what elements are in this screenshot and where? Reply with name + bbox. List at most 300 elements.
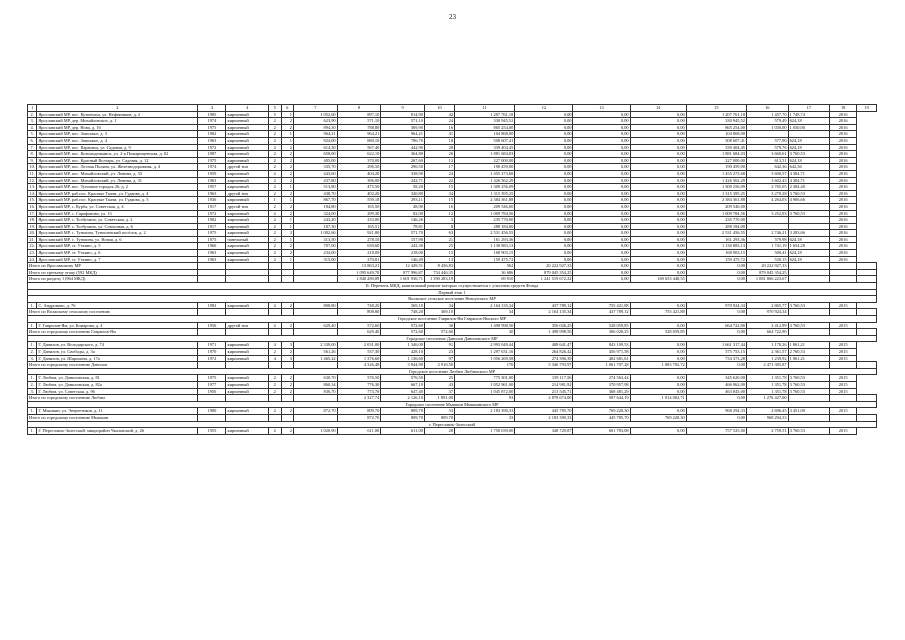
table-cell: 209 546,00 xyxy=(455,203,515,210)
table-cell xyxy=(281,362,293,369)
table-cell: 2015 xyxy=(830,348,857,355)
table-cell: 843 109,53 xyxy=(573,342,630,349)
table-cell: 865 254,00 xyxy=(455,124,515,131)
table-cell: 20. xyxy=(29,230,35,236)
table-cell: 1 030,00 xyxy=(747,124,789,131)
table-cell: 2 xyxy=(269,348,281,355)
table-cell: 707,00 xyxy=(293,243,337,250)
table-cell: 4 384,71 xyxy=(788,170,830,177)
table-cell: 242,71 xyxy=(381,177,425,184)
table-cell: 0,00 xyxy=(630,302,686,309)
table-cell: 1 465,22 xyxy=(293,355,337,362)
table-row xyxy=(28,388,877,395)
table-cell: 2 xyxy=(281,388,293,395)
table-cell: 0,00 xyxy=(630,217,686,224)
table-cell: 1 207 761,18 xyxy=(455,111,515,118)
table-cell xyxy=(788,223,830,230)
table-cell: 0,00 xyxy=(573,269,630,276)
table-cell: 1 376,60 xyxy=(337,355,381,362)
table-cell: 3 252,93 xyxy=(747,210,789,217)
address-cell: Ярославский МР, пос. Михайловский, ул. Ленина, д. 31 xyxy=(37,177,198,184)
table-cell: 1 009 784,56 xyxy=(686,210,746,217)
table-cell: 63 xyxy=(424,230,454,237)
table-cell xyxy=(788,217,830,224)
table-cell: 25 xyxy=(424,375,454,382)
table-cell: 428,10 xyxy=(381,348,425,355)
table-cell: 814,90 xyxy=(381,111,425,118)
table-cell: 537,30 xyxy=(337,348,381,355)
table-cell: 530,15 xyxy=(747,256,789,263)
table-cell: 1 351,78 xyxy=(747,388,789,395)
table-cell: 168 903,15 xyxy=(455,250,515,257)
table-cell: 1 309 256,09 xyxy=(455,184,515,191)
table-cell: 734 373,28 xyxy=(686,355,746,362)
table-cell: кирпичный xyxy=(226,250,269,257)
table-cell: 1 883 782,72 xyxy=(630,362,686,369)
table-cell: 278,10 xyxy=(337,236,381,243)
table-cell: 296,50 xyxy=(381,164,425,171)
table-cell xyxy=(226,362,269,369)
column-number: 4 xyxy=(226,105,269,112)
table-cell: 567,40 xyxy=(337,144,381,151)
table-cell: 0,00 xyxy=(573,223,630,230)
table-cell: 2 327,74 xyxy=(337,395,381,402)
table-cell xyxy=(857,329,877,336)
table-cell: 2 xyxy=(269,428,281,435)
table-cell: 1 861,21 xyxy=(788,355,830,362)
table-cell: 30 xyxy=(455,329,515,336)
table-cell: 624,18 xyxy=(788,157,830,164)
table-cell: 1963 xyxy=(198,256,226,263)
table-cell: 2015 xyxy=(830,408,857,415)
table-row xyxy=(28,157,877,164)
table-cell: 3 270,28 xyxy=(747,190,789,197)
table-cell: 161 293,36 xyxy=(686,236,746,243)
table-cell: 2015 xyxy=(830,322,857,329)
table-cell: 0,00 xyxy=(630,263,686,270)
table-cell: 1 346,00 xyxy=(381,342,425,349)
table-cell: 0,00 xyxy=(630,157,686,164)
table-cell: 8 436,83 xyxy=(424,263,454,270)
table-cell: 4 906,66 xyxy=(788,197,830,204)
table-cell: 306 026,25 xyxy=(573,329,630,336)
section-header-row xyxy=(28,368,877,375)
table-cell: 176 xyxy=(455,362,515,369)
table-cell: 443,60 xyxy=(293,170,337,177)
table-cell: 587 644,19 xyxy=(573,395,630,402)
table-cell: 42 xyxy=(424,111,454,118)
address-cell: Ярославский МР, пос. Карачиха, ул. Садовая, д. 9 xyxy=(37,144,198,151)
table-cell: 274 396,39 xyxy=(515,355,573,362)
table-cell: 48,90 xyxy=(381,203,425,210)
table-cell: 1 052,60 xyxy=(293,111,337,118)
table-cell: 528 059,85 xyxy=(630,329,686,336)
table-cell: 437,80 xyxy=(293,177,337,184)
table-cell: 2016 xyxy=(830,124,857,131)
table-cell: 1974 xyxy=(198,164,226,171)
table-cell: 1972 xyxy=(198,144,226,151)
table-cell: 3 760,53 xyxy=(788,322,830,329)
table-row xyxy=(28,230,877,237)
table-cell: 624,18 xyxy=(788,250,830,257)
table-cell: 0,00 xyxy=(515,151,573,158)
table-cell: 970 924,34 xyxy=(747,309,789,316)
table-row xyxy=(28,256,877,263)
subtotal-label: Итого по Волжскому сельскому поселению xyxy=(28,309,198,316)
table-cell: 1 315 395,25 xyxy=(686,190,746,197)
address-cell: Ярославский МР, пос. Заволжье, д. 3 xyxy=(37,131,198,138)
table-cell: 2 xyxy=(269,144,281,151)
table-cell: 2016 xyxy=(830,157,857,164)
subtotal-row xyxy=(28,414,877,421)
table-cell: 2016 xyxy=(830,118,857,125)
table-cell: 404,20 xyxy=(337,170,381,177)
table-cell: 227 000,00 xyxy=(686,157,746,164)
table-cell: 0,00 xyxy=(573,151,630,158)
table-row xyxy=(28,170,877,177)
table-cell: 0,00 xyxy=(630,184,686,191)
table-cell: 0,00 xyxy=(515,210,573,217)
table-cell xyxy=(293,329,337,336)
table-cell: 1 891,00 xyxy=(424,395,454,402)
table-cell: кирпичный xyxy=(226,118,269,125)
table-cell: 2 xyxy=(269,151,281,158)
table-cell: 1982 xyxy=(198,302,226,309)
table-cell: 488 641,47 xyxy=(515,342,573,349)
table-cell: 2 xyxy=(269,203,281,210)
table-cell: 1902 xyxy=(198,217,226,224)
column-number: 3 xyxy=(198,105,226,112)
table-cell: 3. xyxy=(28,118,37,125)
table-cell: 867,70 xyxy=(293,197,337,204)
table-cell: 642,36 xyxy=(788,164,830,171)
address-cell: Г. Гаврилов-Ям, ул. Комарова, д. 4 xyxy=(37,322,198,329)
table-cell: 2 164 135,34 xyxy=(515,309,573,316)
table-cell: 2 xyxy=(281,302,293,309)
table-row xyxy=(28,342,877,349)
table-cell: 2 412,99 xyxy=(747,322,789,329)
table-cell: кирпичный xyxy=(226,355,269,362)
table-cell: 1 861,21 xyxy=(788,342,830,349)
column-number: 5 xyxy=(269,105,281,112)
address-cell: Ярославский МР, пос. Туношна-городок 26, д. 2 xyxy=(37,184,198,191)
section-header-row xyxy=(28,283,877,290)
table-cell: 187,30 xyxy=(293,223,337,230)
table-cell: 1 297 631,16 xyxy=(455,348,515,355)
table-cell: 369,10 xyxy=(424,309,454,316)
table-cell: 0,00 xyxy=(686,269,746,276)
table-cell: 1917 xyxy=(198,203,226,210)
table-cell: 2. xyxy=(28,381,37,388)
table-cell: 0,00 xyxy=(573,184,630,191)
table-cell: другой тип xyxy=(226,164,269,171)
table-cell xyxy=(830,362,857,369)
address-cell: Ярославский МР, пос. Кузнечиха, ул. Нефтяников, д. 2 xyxy=(37,111,198,118)
table-cell: 3 760,53 xyxy=(788,381,830,388)
table-cell: 315,00 xyxy=(293,256,337,263)
table-row xyxy=(28,210,877,217)
table-cell: 2 xyxy=(269,131,281,138)
table-cell: 1966 xyxy=(198,243,226,250)
table-cell: 0,00 xyxy=(573,256,630,263)
table-row xyxy=(28,322,877,329)
table-cell: 17. xyxy=(29,210,35,216)
table-cell: 2 765,05 xyxy=(747,184,789,191)
table-row xyxy=(28,184,877,191)
table-cell: 445 785,70 xyxy=(573,414,630,421)
table-cell: 579,76 xyxy=(747,144,789,151)
table-cell: 0,00 xyxy=(573,137,630,144)
table-cell: 2016 xyxy=(830,184,857,191)
table-cell: 1 276 427,00 xyxy=(747,395,789,402)
section-header-row xyxy=(28,316,877,323)
table-cell: 1987 xyxy=(198,151,226,158)
table-cell: 3 xyxy=(424,217,454,224)
table-cell: 2 xyxy=(269,408,281,415)
table-cell: 2 xyxy=(269,302,281,309)
table-cell: 2 xyxy=(281,250,293,257)
subtotal-row xyxy=(28,269,877,276)
table-cell: 879 045 354,25 xyxy=(515,269,573,276)
column-number: 19 xyxy=(857,105,877,112)
table-cell: 274 563,44 xyxy=(573,375,630,382)
table-cell: 243,20 xyxy=(293,217,337,224)
table-cell: 1 xyxy=(281,256,293,263)
table-cell: 2 xyxy=(281,124,293,131)
table-cell: 25 xyxy=(424,243,454,250)
table-cell: другой тип xyxy=(226,203,269,210)
table-cell: 0,00 xyxy=(573,118,630,125)
address-cell: Г. Любим, ул. Даниловская, д. 82а xyxy=(37,381,198,388)
table-cell: 754 446,35 xyxy=(424,269,454,276)
table-row xyxy=(28,151,877,158)
table-cell: 624,18 xyxy=(788,236,830,243)
subtotal-label: Итого по разделу I (964 МКД) xyxy=(28,276,198,283)
table-cell: кирпичный xyxy=(226,223,269,230)
table-cell: 576,50 xyxy=(337,375,381,382)
table-cell: 0,00 xyxy=(573,263,630,270)
table-cell: 324,00 xyxy=(293,210,337,217)
table-cell: 0,00 xyxy=(515,203,573,210)
table-cell: 0,00 xyxy=(573,157,630,164)
table-cell xyxy=(198,276,226,283)
table-cell: 572,60 xyxy=(337,322,381,329)
table-cell: 190 459,00 xyxy=(455,164,515,171)
table-cell: кирпичный xyxy=(226,342,269,349)
table-cell: 1963 xyxy=(198,250,226,257)
table-cell: 1963 xyxy=(198,177,226,184)
table-cell: 2 878 674,00 xyxy=(515,395,573,402)
table-cell: 1 xyxy=(269,197,281,204)
table-cell: 2015 xyxy=(830,388,857,395)
table-cell xyxy=(281,276,293,283)
section-title: г. Переславль-Залесский xyxy=(28,421,877,428)
table-cell: 0,00 xyxy=(630,177,686,184)
table-cell: 3 760,53 xyxy=(788,375,830,382)
address-cell: Ярославский МР, дер. Михайловское, д. 1 xyxy=(37,118,198,125)
address-cell: Ярославский МР, с. Туношна, Туношенский посёлок, д. 2 xyxy=(37,230,198,237)
table-cell: 2016 xyxy=(830,144,857,151)
table-cell xyxy=(226,276,269,283)
table-cell xyxy=(198,309,226,316)
table-cell: 356 026,25 xyxy=(515,322,573,329)
table-cell: 1 xyxy=(281,137,293,144)
table-cell: 0,00 xyxy=(515,223,573,230)
table-cell: 1 455 273,68 xyxy=(686,170,746,177)
table-cell: 0,00 xyxy=(573,190,630,197)
table-cell: 339 404,45 xyxy=(455,144,515,151)
table-cell: 0,00 xyxy=(630,137,686,144)
table-cell: 3 760,53 xyxy=(788,428,830,435)
table-cell: 1975 xyxy=(198,124,226,131)
table-cell: 1956 xyxy=(198,322,226,329)
table-cell: 968 294,33 xyxy=(747,414,789,421)
table-cell: 2 xyxy=(281,177,293,184)
table-cell: 437 789,12 xyxy=(573,309,630,316)
table-cell: 28 xyxy=(424,428,454,435)
table-cell: 2 xyxy=(281,190,293,197)
table-cell: 1 136,60 xyxy=(381,355,425,362)
table-cell: 2 xyxy=(269,388,281,395)
table-cell: 466 962,00 xyxy=(686,381,746,388)
address-cell: Ярославский МР, пос. Красный Волгарь, ул. Садовая, д. 12 xyxy=(37,157,198,164)
table-cell: 2 xyxy=(281,151,293,158)
table-cell: 0,00 xyxy=(515,111,573,118)
table-cell: 168 903,15 xyxy=(686,250,746,257)
table-cell: 647,40 xyxy=(381,388,425,395)
table-cell: кирпичный xyxy=(226,348,269,355)
table-cell xyxy=(198,362,226,369)
table-cell: 968 294,33 xyxy=(686,408,746,415)
table-cell: 33 xyxy=(455,414,515,421)
table-cell: 667,10 xyxy=(381,381,425,388)
table-cell: 2 xyxy=(269,190,281,197)
table-cell: 623,90 xyxy=(293,118,337,125)
table-cell: 1 056 269,58 xyxy=(455,355,515,362)
table-cell: 169 653 448,55 xyxy=(630,276,686,283)
table-cell: 2016 xyxy=(830,243,857,250)
table-cell xyxy=(857,362,877,369)
table-row xyxy=(28,250,877,257)
table-cell: 2 531 456,55 xyxy=(686,230,746,237)
table-cell: 270,81 xyxy=(337,256,381,263)
table-cell: 0,00 xyxy=(630,322,686,329)
table-cell: 880,10 xyxy=(337,137,381,144)
address-cell: Ярославский МР, пос. Козьмодемьянск, ул. 2-я Пожарищенская, д. 82 xyxy=(37,151,198,158)
table-cell xyxy=(269,263,281,270)
table-cell: 1 052 961,00 xyxy=(455,381,515,388)
table-cell: 572,60 xyxy=(381,322,425,329)
table-cell: 5. xyxy=(28,131,37,138)
table-cell: 0,00 xyxy=(630,144,686,151)
table-cell: 159 117,56 xyxy=(515,375,573,382)
table-cell xyxy=(281,329,293,336)
table-cell: 964,21 xyxy=(337,131,381,138)
table-cell: 0,00 xyxy=(515,124,573,131)
subtotal-row xyxy=(28,276,877,283)
section-title: Городское поселение Данилов Даниловского МР xyxy=(28,335,877,342)
table-cell: 97 xyxy=(424,355,454,362)
table-cell: 601 783,08 xyxy=(573,428,630,435)
table-cell xyxy=(269,329,281,336)
table-cell xyxy=(857,263,877,270)
column-number: 18 xyxy=(830,105,857,112)
table-cell: 0,00 xyxy=(515,236,573,243)
table-row xyxy=(28,164,877,171)
table-cell: 34 xyxy=(455,309,515,316)
table-cell: 1 xyxy=(281,111,293,118)
table-body xyxy=(28,105,877,435)
table-cell: 0,00 xyxy=(630,342,686,349)
table-cell: 0,00 xyxy=(630,124,686,131)
address-cell: Ярославский МР, с. Толбухино, ул. Совхозная, д. 6 xyxy=(37,223,198,230)
table-cell: 2 xyxy=(269,184,281,191)
table-cell: 0,00 xyxy=(515,157,573,164)
table-cell: 0,00 xyxy=(515,144,573,151)
table-cell: 629,40 xyxy=(337,329,381,336)
table-row xyxy=(28,375,877,382)
table-cell: 338,90 xyxy=(381,170,425,177)
table-cell: кирпичный xyxy=(226,184,269,191)
table-cell: 190 459,00 xyxy=(686,164,746,171)
table-cell: 4 384,71 xyxy=(788,177,830,184)
table-cell: 21. xyxy=(29,236,35,242)
table-cell: 579,49 xyxy=(747,118,789,125)
table-cell: 330 945,52 xyxy=(455,118,515,125)
column-number: 15 xyxy=(686,105,746,112)
table-cell xyxy=(747,223,789,230)
table-cell: 561,26 xyxy=(293,348,337,355)
table-cell xyxy=(830,276,857,283)
table-cell: 1 748,74 xyxy=(788,111,830,118)
table-cell: 836,70 xyxy=(293,388,337,395)
page-number: 23 xyxy=(449,13,456,21)
table-cell: 571,70 xyxy=(381,230,425,237)
table-cell: 2016 xyxy=(830,236,857,243)
address-cell: Ярославский МР, пос. Заволжье, д. 4 xyxy=(37,137,198,144)
table-cell: 69 910 xyxy=(455,276,515,283)
table-cell: 58,20 xyxy=(381,184,425,191)
table-cell: 214 981,92 xyxy=(515,381,573,388)
table-cell: 1 xyxy=(281,236,293,243)
table-cell: 1982 xyxy=(198,131,226,138)
table-cell: 4 264,03 xyxy=(747,197,789,204)
table-cell: 0,00 xyxy=(630,388,686,395)
subtotal-row xyxy=(28,329,877,336)
table-cell: 1 130 883,13 xyxy=(686,243,746,250)
table-cell: 2 384,40 xyxy=(788,184,830,191)
table-cell: 1. xyxy=(28,342,37,349)
table-cell xyxy=(293,269,337,276)
table-cell: 0,00 xyxy=(630,210,686,217)
table-cell: 0,00 xyxy=(573,250,630,257)
table-cell: 0,00 xyxy=(630,203,686,210)
table-cell: 577,90 xyxy=(747,137,789,144)
table-cell: 2016 xyxy=(830,190,857,197)
subtotal-row xyxy=(28,395,877,402)
table-cell: 104 868,00 xyxy=(686,131,746,138)
table-cell: 22 xyxy=(424,177,454,184)
table-cell: 0,00 xyxy=(573,276,630,283)
table-cell: 571,10 xyxy=(381,118,425,125)
table-cell: 2 xyxy=(269,137,281,144)
table-cell: 2 xyxy=(269,157,281,164)
table-cell: 1977 xyxy=(198,381,226,388)
subtotal-row xyxy=(28,362,877,369)
table-cell xyxy=(788,276,830,283)
table-cell: кирпичный xyxy=(226,151,269,158)
table-cell: 4. xyxy=(28,124,37,131)
